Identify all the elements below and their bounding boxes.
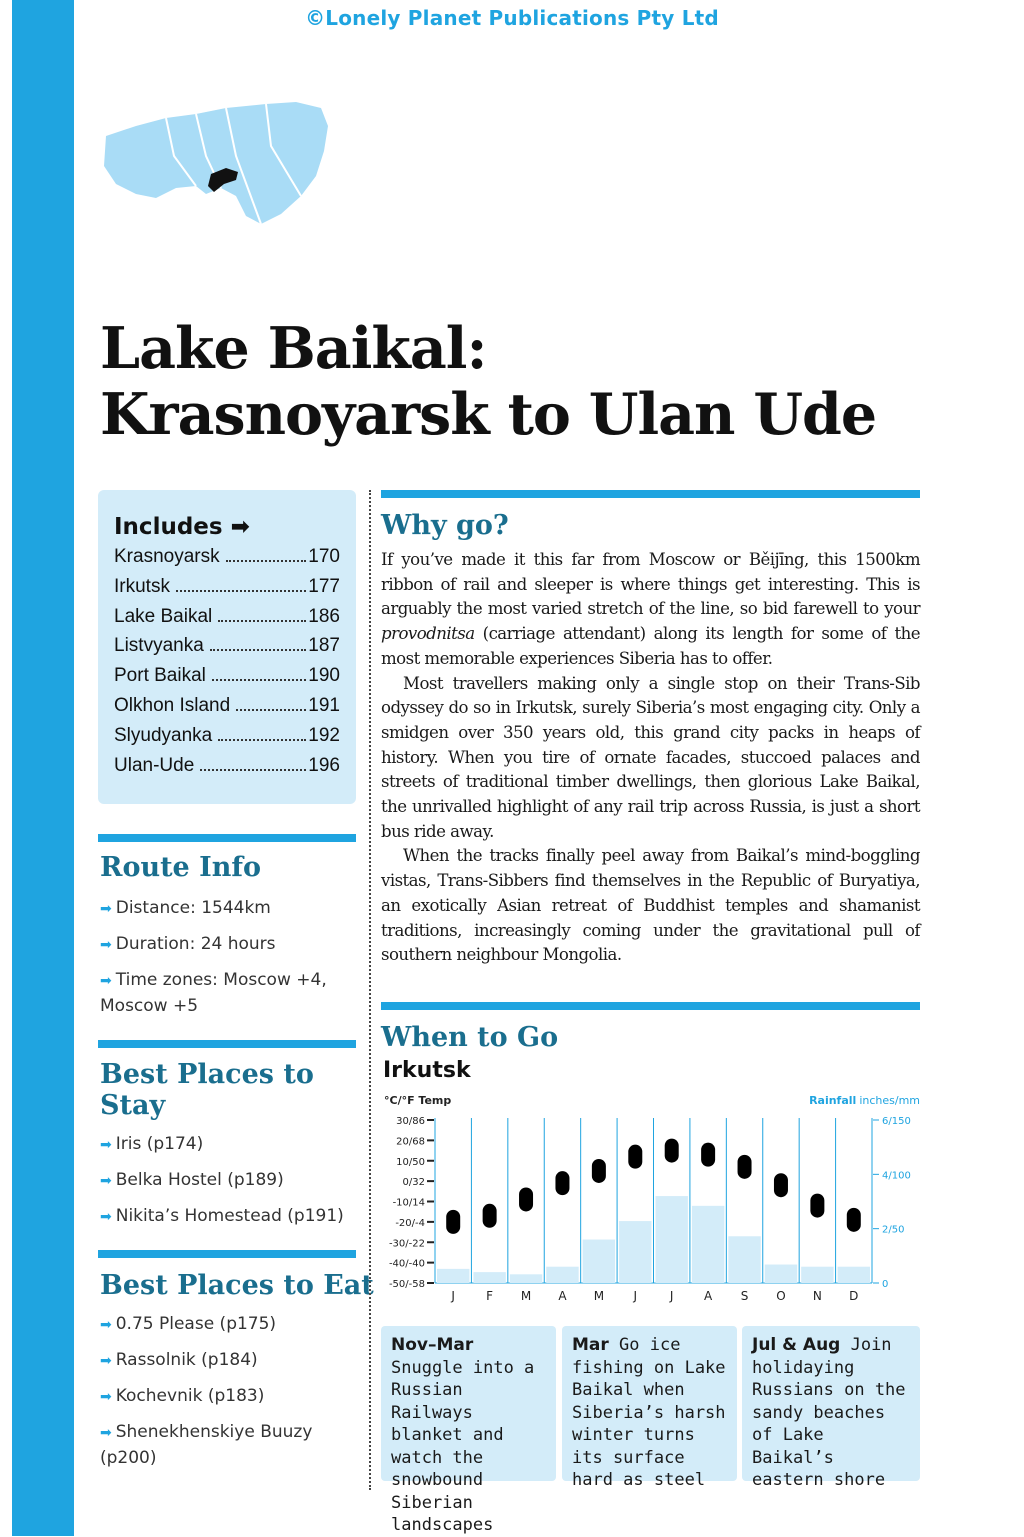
- includes-box: [98, 490, 356, 804]
- rain-tick-label: 6/150: [882, 1116, 911, 1127]
- best-eat-list: [100, 1312, 358, 1481]
- month-label: M: [520, 1289, 532, 1303]
- best-eat-bar: [98, 1250, 356, 1258]
- column-divider: [369, 490, 371, 1490]
- includes-item-page: 190: [308, 665, 340, 687]
- rain-tick-label: 0: [882, 1279, 889, 1290]
- page-title: [100, 316, 876, 448]
- best-eat-item: ➡ Kochevnik (p183): [100, 1386, 265, 1406]
- includes-item: [114, 725, 340, 755]
- month-label: S: [740, 1289, 749, 1303]
- why-go-paragraph: If you’ve made it this far from Moscow or Běijīng, this 1500km ribbon of rail and sleeper is where things get interesting. This is arguably the most varied stretch of the line, so bid farewell to your provodnitsa (carriage attendant) along its length for some of the most memorable experiences Siberia has to offer.: [381, 550, 920, 668]
- rainfall-bar: [728, 1236, 760, 1283]
- temp-marker: [738, 1155, 752, 1179]
- includes-heading: Includes ➡: [114, 514, 250, 540]
- dot-leader: [212, 679, 306, 681]
- why-go-paragraph: When the tracks finally peel away from Baikal’s mind-boggling vistas, Trans-Sibbers find themselves in the Republic of Buryatiya, an exotically Asian retreat of Buddhist temples and shamanist traditions, increasingly coming under the gravitational pull of southern neighbour Mongolia.: [381, 846, 920, 965]
- includes-item-name: Ulan-Ude: [114, 754, 195, 776]
- when-to-go-heading: When to Go: [381, 1022, 559, 1053]
- copyright-notice: ©Lonely Planet Publications Pty Ltd: [305, 6, 719, 30]
- best-stay-heading: Best Places to Stay: [100, 1059, 314, 1121]
- rain-axis-label-units: inches/mm: [859, 1094, 920, 1107]
- temp-marker: [665, 1139, 679, 1163]
- rainfall-bar: [473, 1272, 505, 1283]
- month-label: D: [849, 1289, 859, 1303]
- why-go-bar: [381, 490, 920, 498]
- arrow-right-icon: ➡: [100, 973, 112, 989]
- includes-item-name: Olkhon Island: [114, 694, 231, 716]
- arrow-right-icon: ➡: [100, 1389, 112, 1405]
- includes-item-name: Irkutsk: [114, 575, 170, 597]
- temp-tick-label: -10/14: [392, 1197, 425, 1209]
- arrow-right-icon: ➡: [100, 937, 112, 953]
- temp-marker: [446, 1210, 460, 1234]
- rain-tick-label: 4/100: [882, 1170, 911, 1182]
- rainfall-bar: [437, 1269, 469, 1283]
- includes-item-name: Krasnoyarsk: [114, 546, 220, 567]
- month-label: A: [558, 1289, 567, 1303]
- arrow-right-icon: ➡: [100, 901, 112, 917]
- climate-chart: [380, 1090, 925, 1310]
- route-info-item: ➡ Distance: 1544km: [100, 898, 271, 918]
- rainfall-bar: [656, 1196, 688, 1283]
- temp-marker: [847, 1208, 861, 1232]
- temp-axis-label: °C/°F Temp: [384, 1094, 452, 1107]
- rainfall-bar: [765, 1265, 797, 1283]
- includes-item: [114, 606, 340, 636]
- best-stay-item: ➡ Nikita’s Homestead (p191): [100, 1206, 344, 1226]
- temp-tick-label: 20/68: [396, 1136, 425, 1148]
- rain-axis-label: [809, 1094, 920, 1107]
- temp-tick-label: -40/-40: [388, 1258, 425, 1270]
- arrow-right-icon: ➡: [100, 1209, 112, 1225]
- best-stay-item: ➡ Belka Hostel (p189): [100, 1170, 284, 1190]
- includes-item: [114, 695, 340, 725]
- month-label: N: [812, 1289, 822, 1303]
- includes-item: [114, 576, 340, 606]
- title-line-1: Lake Baikal:: [100, 315, 487, 382]
- temp-tick-label: -50/-58: [388, 1279, 425, 1290]
- dot-leader: [218, 620, 306, 622]
- includes-item-name: Slyudyanka: [114, 724, 213, 746]
- russia-locator-map: [96, 96, 336, 236]
- chart-city-title: Irkutsk: [383, 1058, 471, 1083]
- arrow-right-icon: ➡: [100, 1425, 112, 1441]
- rain-axis-label-bold: Rainfall: [809, 1094, 857, 1107]
- month-label: J: [669, 1289, 674, 1303]
- why-go-paragraph: Most travellers making only a single stop on their Trans-Sib odyssey do so in Irkutsk, surely Siberia’s most engaging city. Only a smidgen over 350 years old, this grand city packs in heaps of history. When you tire of ornate facades, stuccoed palaces and streets of traditional timber dwellings, then glorious Lake Baikal, the unrivalled highlight of any rail trip across Russia, is just a short bus ride away.: [381, 673, 920, 841]
- includes-item-name: Port Baikal: [114, 665, 206, 687]
- temp-tick-label: 0/32: [402, 1177, 425, 1189]
- month-label: F: [486, 1289, 494, 1303]
- when-to-go-bar: [381, 1002, 920, 1010]
- includes-item-page: 186: [308, 605, 340, 627]
- rainfall-bar: [838, 1267, 870, 1283]
- dot-leader: [218, 739, 306, 741]
- rainfall-bar: [510, 1274, 542, 1283]
- includes-item-page: 170: [308, 546, 340, 567]
- best-eat-item: ➡ Rassolnik (p184): [100, 1350, 258, 1370]
- includes-item-page: 177: [308, 575, 340, 597]
- route-info-bar: [98, 834, 356, 842]
- temp-tick-label: 10/50: [396, 1156, 425, 1168]
- italic-term: provodnitsa: [381, 624, 475, 644]
- includes-item: [114, 665, 340, 695]
- route-info-list: [100, 896, 358, 1029]
- includes-item-name: Listvyanka: [114, 635, 204, 657]
- dot-leader: [176, 590, 306, 592]
- best-stay-list: [100, 1132, 358, 1240]
- rainfall-bar: [546, 1267, 578, 1283]
- temp-marker: [810, 1194, 824, 1218]
- season-box-summer: Jul & Aug Join holidaying Russians on the sandy beaches of Lake Baikal’s eastern shore: [742, 1326, 920, 1481]
- includes-item-page: 196: [308, 754, 340, 776]
- temp-marker: [628, 1145, 642, 1169]
- arrow-right-icon: ➡: [100, 1173, 112, 1189]
- includes-item: [114, 635, 340, 665]
- rainfall-bar: [583, 1240, 615, 1283]
- rainfall-bar: [692, 1206, 724, 1283]
- includes-item-page: 191: [308, 694, 340, 716]
- rain-tick-label: 2/50: [882, 1224, 905, 1236]
- best-stay-item: ➡ Iris (p174): [100, 1134, 204, 1154]
- rainfall-bar: [801, 1267, 833, 1283]
- includes-list: [114, 546, 340, 784]
- includes-item: [114, 546, 340, 576]
- temp-tick-label: -20/-4: [395, 1217, 425, 1229]
- best-stay-bar: [98, 1040, 356, 1048]
- temp-marker: [774, 1173, 788, 1197]
- month-label: J: [451, 1289, 455, 1303]
- temp-marker: [519, 1187, 533, 1211]
- blue-margin-strip: [12, 0, 74, 1536]
- dot-leader: [226, 560, 307, 562]
- dot-leader: [200, 769, 306, 771]
- month-label: A: [704, 1289, 713, 1303]
- best-eat-item: ➡ 0.75 Please (p175): [100, 1314, 277, 1334]
- why-go-heading: Why go?: [381, 510, 509, 541]
- dot-leader: [236, 709, 306, 711]
- rainfall-bar: [619, 1221, 651, 1283]
- temp-marker: [555, 1171, 569, 1195]
- includes-item: [114, 755, 340, 785]
- route-info-heading: Route Info: [100, 852, 262, 883]
- temp-marker: [701, 1143, 715, 1167]
- arrow-right-icon: ➡: [100, 1137, 112, 1153]
- temp-marker: [592, 1159, 606, 1183]
- arrow-right-icon: ➡: [100, 1317, 112, 1333]
- why-go-text: [381, 548, 920, 968]
- season-box-winter: Nov–Mar Snuggle into a Russian Railways blanket and watch the snowbound Siberian landscapes: [381, 1326, 556, 1481]
- route-info-item: ➡ Time zones: Moscow +4, Moscow +5: [100, 970, 327, 1016]
- month-label: J: [633, 1289, 638, 1303]
- temp-tick-label: -30/-22: [388, 1238, 425, 1250]
- dot-leader: [210, 649, 307, 651]
- temp-marker: [483, 1204, 497, 1228]
- month-label: O: [776, 1289, 786, 1303]
- includes-item-page: 187: [308, 635, 340, 657]
- title-line-2: Krasnoyarsk to Ulan Ude: [100, 381, 877, 448]
- best-eat-item: ➡ Shenekhenskiye Buuzy (p200): [100, 1422, 313, 1468]
- best-eat-heading: Best Places to Eat: [100, 1270, 374, 1301]
- arrow-right-icon: ➡: [100, 1353, 112, 1369]
- season-box-march: Mar Go ice fishing on Lake Baikal when Siberia’s harsh winter turns its surface hard as steel: [562, 1326, 737, 1481]
- route-info-item: ➡ Duration: 24 hours: [100, 934, 276, 954]
- includes-item-name: Lake Baikal: [114, 605, 213, 627]
- month-label: M: [593, 1289, 605, 1303]
- temp-tick-label: 30/86: [396, 1116, 425, 1127]
- includes-item-page: 192: [308, 724, 340, 746]
